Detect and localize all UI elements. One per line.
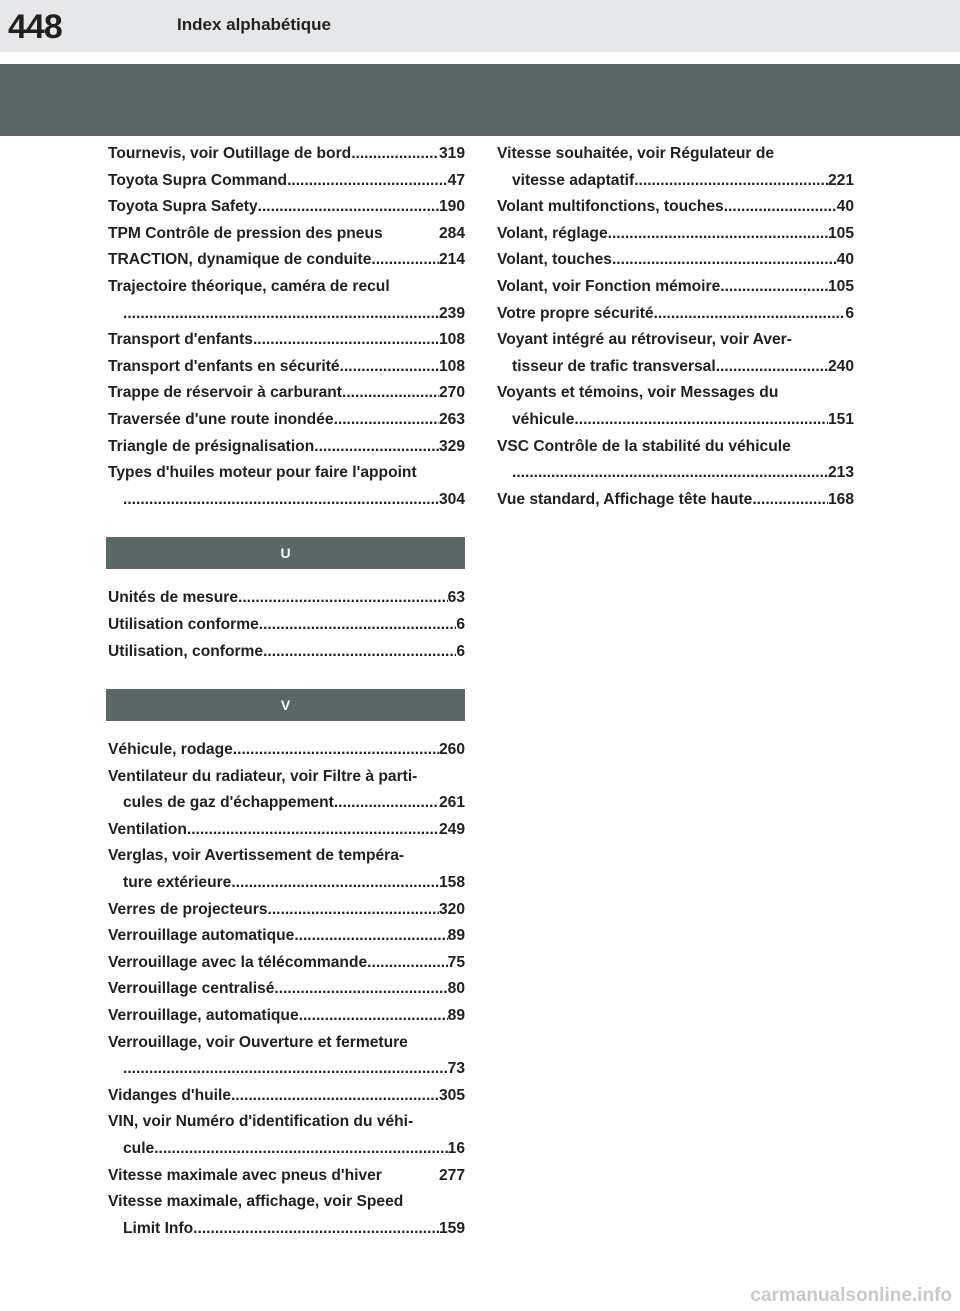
entry-text: Vue standard, Affichage tête haute [497,490,753,508]
index-entry [108,1003,465,1030]
dot-leader [351,141,439,168]
index-entry-line [497,460,854,487]
entry-text: Tournevis, voir Outillage de bord [108,145,352,162]
index-entry-line [108,247,465,274]
dot-leader [187,817,439,844]
entry-text: Triangle de présignalisation [108,437,315,455]
index-entry-line [108,1083,465,1110]
index-entry [108,585,465,612]
page-reference: 168 [827,490,854,508]
section-title: Index alphabétique [177,15,331,34]
page-reference: 89 [447,927,465,945]
index-entry-line [108,976,465,1003]
entry-text: Toyota Supra Command [108,171,288,189]
dot-leader [123,1056,448,1083]
page-reference: 80 [447,980,465,998]
index-entry [497,141,854,194]
index-entry [497,301,854,328]
index-entry [108,168,465,195]
dot-leader [512,460,828,487]
index-entry [108,897,465,924]
entry-text: ture extérieure [123,874,232,892]
entry-text: Volant, voir Fonction mémoire [497,277,721,295]
index-entry [108,1189,465,1242]
dot-leader [367,950,447,977]
index-entry [108,380,465,407]
index-entry [497,380,854,433]
index-entry-line [108,1189,465,1216]
index-entry-line [497,194,854,221]
index-entry-line [108,274,465,301]
index-entry-line [497,380,854,407]
index-entry-line [108,380,465,407]
entries-v [108,737,465,1242]
page-reference: 240 [827,357,854,375]
entry-text: Verrouillage automatique [108,927,295,945]
page-reference: 214 [438,251,465,269]
index-entry-line [108,354,465,381]
index-entry-line [108,168,465,195]
page-reference: 105 [827,224,854,242]
index-entry-line [108,141,465,168]
index-entry [108,221,465,248]
index-entry [108,460,465,513]
dot-leader [233,737,439,764]
dot-leader [287,168,448,195]
dot-leader [268,897,439,924]
page-reference: 151 [827,410,854,428]
dot-leader [123,301,439,328]
page-reference: 249 [438,820,465,838]
page-reference: 73 [447,1060,465,1078]
index-entry [108,612,465,639]
index-entry [497,247,854,274]
index-entry-line [108,950,465,977]
dot-leader [263,639,456,666]
page-reference: 284 [438,224,465,242]
index-entry-line [497,301,854,328]
index-entry-line [108,460,465,487]
entry-text: Ventilation [108,820,187,838]
index-entry [108,247,465,274]
dot-leader [342,380,439,407]
entry-text: TRACTION, dynamique de conduite [108,251,372,269]
dot-leader [752,487,828,514]
entry-text: Ventilateur du radiateur, voir Filtre à parti- [108,767,418,785]
index-entry [108,327,465,354]
entry-text: Volant, réglage [497,224,608,242]
index-entry [108,976,465,1003]
dot-leader [258,194,439,221]
letter-heading-v: V [106,689,465,721]
page-reference: 105 [827,277,854,295]
dot-leader [193,1216,439,1243]
index-entry [108,1083,465,1110]
entry-text: Vitesse souhaitée, voir Régulateur de [497,145,775,162]
entry-text: Votre propre sécurité [497,304,654,322]
page-reference: 47 [447,171,465,189]
entry-text: Volant, touches [497,251,612,269]
entry-text: Trappe de réservoir à carburant [108,384,343,402]
index-entry [497,274,854,301]
dot-leader [294,923,447,950]
index-entry-line [108,487,465,514]
index-entry-line [108,897,465,924]
dot-leader [716,354,828,381]
index-entry-line [108,327,465,354]
index-entry [108,764,465,817]
entry-text: Transport d'enfants en sécurité [108,357,340,375]
page-reference: 75 [447,953,465,971]
index-entry [108,1109,465,1162]
index-entry [108,817,465,844]
entry-text: Verrouillage, automatique [108,1007,299,1025]
page-reference: 108 [438,357,465,375]
entry-text: Trajectoire théorique, caméra de recul [108,277,390,295]
index-entry-line [108,843,465,870]
entry-text: Transport d'enfants [108,331,253,349]
index-entry-line [108,639,465,666]
page-reference: 63 [447,589,465,607]
entry-text: Verrouillage avec la télécommande [108,953,368,971]
dot-leader [608,221,828,248]
entry-text: Voyant intégré au rétroviseur, voir Aver- [497,331,792,349]
letter-heading-u: U [106,537,465,569]
page-reference: 263 [438,410,465,428]
page-reference: 159 [438,1219,465,1237]
entry-text: Voyants et témoins, voir Messages du [497,384,779,402]
page-reference: 305 [438,1086,465,1104]
entries-u [108,585,465,665]
entry-text: Vidanges d'huile [108,1086,231,1104]
page-reference: 40 [836,251,854,269]
page-reference: 6 [456,615,465,633]
page-reference: 270 [438,384,465,402]
index-entry [497,434,854,487]
entry-text: Verrouillage, voir Ouverture et fermeture [108,1033,408,1051]
index-entry-line [108,1109,465,1136]
page-reference: 40 [836,198,854,216]
page-reference: 320 [438,900,465,918]
index-entry-line [108,407,465,434]
dot-leader [259,612,457,639]
dot-leader [231,870,439,897]
index-entry-line [108,1216,465,1243]
index-entry-line [497,327,854,354]
page-reference: 213 [827,464,854,482]
index-entry-line [497,168,854,195]
index-entry [108,923,465,950]
entry-text: Verrouillage centralisé [108,980,275,998]
entry-text: cule [123,1140,155,1157]
dot-leader [340,354,439,381]
index-entry-line [497,247,854,274]
dot-leader [574,407,828,434]
dot-leader [314,434,439,461]
index-entry [108,639,465,666]
dot-leader [654,301,846,328]
page-reference: 108 [438,331,465,349]
dot-leader [274,976,447,1003]
index-entry-line [497,407,854,434]
entry-text: cules de gaz d'échappement [123,794,334,812]
index-entry-line [108,434,465,461]
index-entry-line [108,1056,465,1083]
dot-leader [238,585,448,612]
page-reference: 261 [438,794,465,812]
page-reference: 239 [438,304,465,322]
index-entry-line [108,870,465,897]
dot-leader [612,247,837,274]
dot-leader [371,247,439,274]
entry-spacer [382,1163,439,1190]
index-entry-line [108,612,465,639]
dot-leader [334,790,439,817]
entry-spacer [383,221,439,248]
entry-text: Utilisation conforme [108,615,259,633]
page-reference: 260 [438,741,465,759]
index-entry [108,843,465,896]
page-reference: 221 [827,171,854,189]
header-band [0,64,960,136]
index-entry [108,354,465,381]
index-entry-line [497,487,854,514]
entry-text: Traversée d'une route inondée [108,410,334,428]
entry-text: véhicule [512,410,575,428]
right-column [497,141,854,513]
index-entry [108,1030,465,1083]
index-entry [108,274,465,327]
page-reference: 277 [438,1166,465,1184]
dot-leader [334,407,439,434]
page-reference: 329 [438,437,465,455]
index-entry-line [108,585,465,612]
dot-leader [720,274,828,301]
index-entry-line [108,301,465,328]
entries-right [497,141,854,513]
page-header [0,0,960,52]
index-entry-line [108,1003,465,1030]
entry-text: Verglas, voir Avertissement de tempéra- [108,847,405,865]
index-entry-line [108,1030,465,1057]
index-entry-line [497,354,854,381]
index-entry-line [497,141,854,168]
page-reference: 158 [438,874,465,892]
page-reference: 6 [456,642,465,660]
index-entry-line [108,221,465,248]
dot-leader [123,487,439,514]
page-reference: 319 [438,145,465,162]
page-reference: 16 [447,1140,465,1157]
watermark: carmanualsonline.info [750,1285,952,1306]
entry-text: Unités de mesure [108,589,238,607]
index-entry-line [108,764,465,791]
entry-text: Verres de projecteurs [108,900,268,918]
index-entry [108,737,465,764]
dot-leader [634,168,828,195]
entry-text: VSC Contrôle de la stabilité du véhicule [497,437,791,455]
page-reference: 6 [845,304,854,322]
entry-text: VIN, voir Numéro d'identification du véhi- [108,1113,414,1131]
page-reference: 190 [438,198,465,216]
index-entry [497,194,854,221]
dot-leader [299,1003,448,1030]
index-entry-line [108,737,465,764]
index-entry-line [497,434,854,461]
index-entry-line [108,1163,465,1190]
entry-text: Vitesse maximale avec pneus d'hiver [108,1166,382,1184]
page-number: 448 [8,8,62,46]
index-entry [497,221,854,248]
left-column [108,141,465,1242]
entries-t [108,141,465,513]
index-entry [108,434,465,461]
entry-text: vitesse adaptatif [512,171,635,189]
entry-text: Véhicule, rodage [108,741,233,759]
index-entry-line [497,221,854,248]
index-entry-line [108,1136,465,1163]
entry-text: TPM Contrôle de pression des pneus [108,224,383,242]
entry-text: Volant multifonctions, touches [497,198,724,216]
index-entry-line [497,274,854,301]
dot-leader [724,194,837,221]
page-reference: 304 [438,490,465,508]
index-entry [108,407,465,434]
dot-leader [253,327,439,354]
index-entry [497,487,854,514]
entry-text: Limit Info [123,1219,194,1237]
page-reference: 89 [447,1007,465,1025]
index-entry [108,141,465,168]
index-entry [108,194,465,221]
dot-leader [154,1136,447,1163]
index-entry-line [108,817,465,844]
index-entry [108,950,465,977]
entry-text: tisseur de trafic transversal [512,357,716,375]
entry-text: Toyota Supra Safety [108,198,258,216]
entry-text: Types d'huiles moteur pour faire l'appoint [108,464,417,482]
index-entry [108,1163,465,1190]
index-entry-line [108,923,465,950]
entry-text: Vitesse maximale, affichage, voir Speed [108,1193,404,1211]
index-entry-line [108,194,465,221]
dot-leader [231,1083,439,1110]
index-entry [497,327,854,380]
entry-text: Utilisation, conforme [108,642,264,660]
index-entry-line [108,790,465,817]
